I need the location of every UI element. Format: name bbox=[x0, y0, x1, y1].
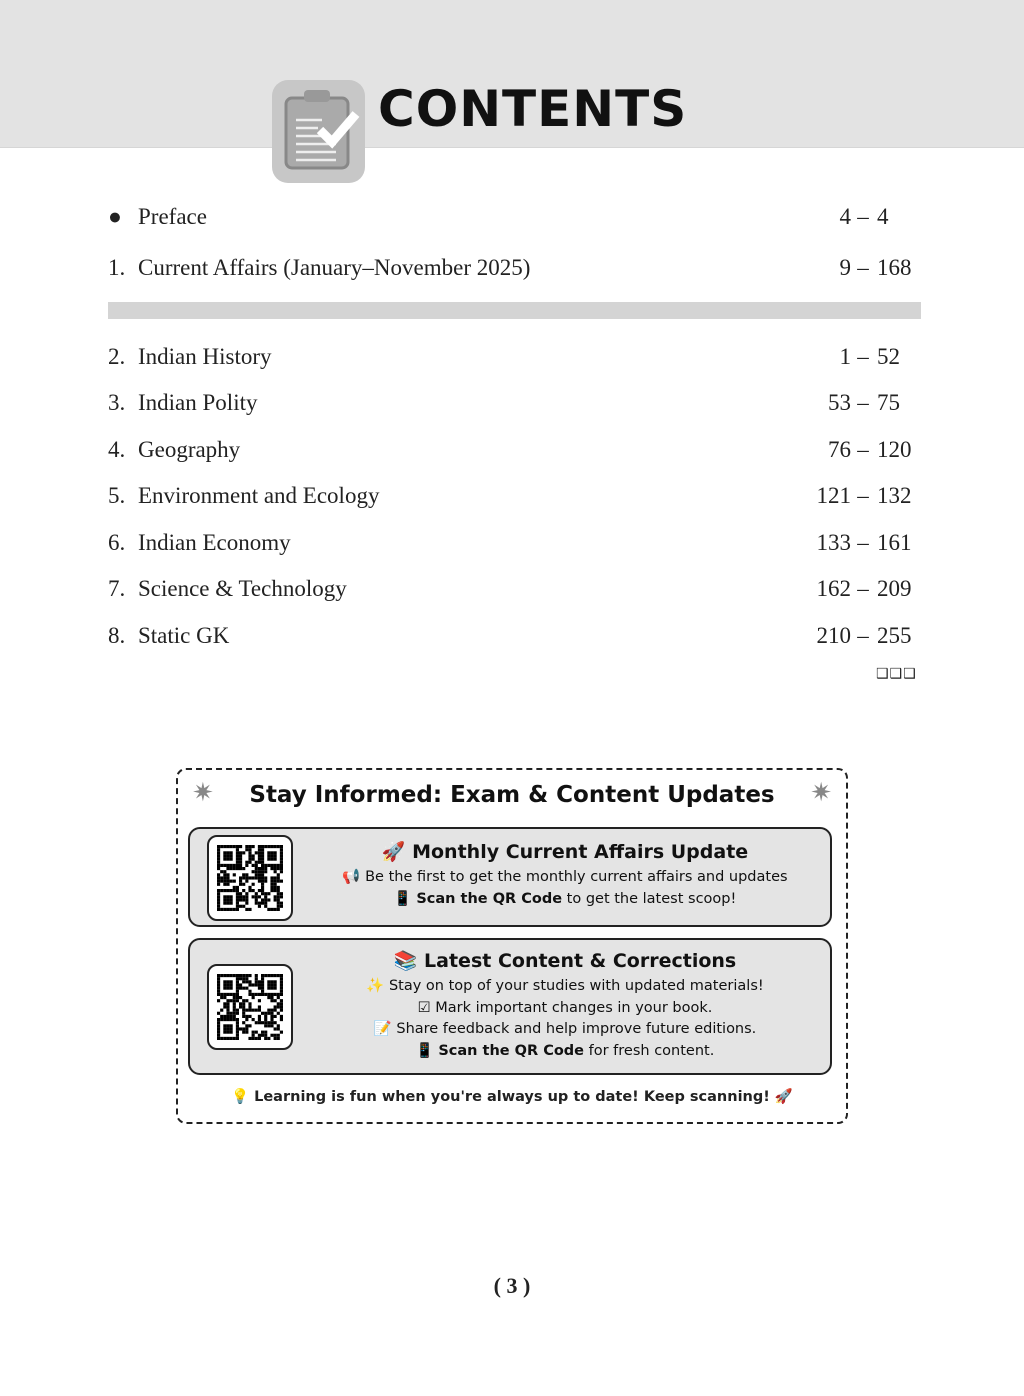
toc-entry[interactable] bbox=[108, 388, 921, 418]
entry-title: Static GK bbox=[138, 623, 230, 648]
entry-title: Science & Technology bbox=[138, 576, 347, 601]
entry-number: 1. bbox=[108, 255, 126, 280]
entry-title: Indian Economy bbox=[138, 530, 291, 555]
checkbox-icon: ☑ bbox=[417, 999, 436, 1016]
entry-number: 6. bbox=[108, 530, 126, 555]
page-end: 161 bbox=[877, 530, 912, 555]
entry-pages bbox=[781, 483, 921, 509]
books-icon: 📚 bbox=[393, 950, 425, 972]
phone-icon: 📱 bbox=[415, 1042, 439, 1059]
entry-pages bbox=[781, 255, 921, 281]
page-end: 4 bbox=[877, 204, 889, 229]
entry-number: 4. bbox=[108, 437, 126, 462]
entry-number: 3. bbox=[108, 390, 126, 415]
page-start: 121 bbox=[816, 483, 851, 508]
page-start: 1 bbox=[839, 344, 851, 369]
megaphone-icon: 📢 bbox=[342, 869, 366, 885]
entry-pages bbox=[781, 390, 921, 416]
page-end: 52 bbox=[877, 344, 900, 369]
page-number: ( 3 ) bbox=[493, 1273, 531, 1298]
end-mark: ❑❑❑ bbox=[876, 666, 917, 682]
page-dash: – bbox=[857, 437, 869, 462]
toc-entry[interactable] bbox=[108, 481, 921, 511]
page-dash: – bbox=[857, 344, 869, 369]
scan-label: Scan the QR Code bbox=[416, 890, 563, 907]
monthly-panel bbox=[188, 827, 832, 927]
entry-number: 5. bbox=[108, 483, 126, 508]
entry-title: Geography bbox=[138, 437, 241, 462]
toc-entry[interactable] bbox=[108, 435, 921, 465]
page-end: 132 bbox=[877, 483, 912, 508]
rocket-icon: 🚀 bbox=[769, 1089, 793, 1105]
page-start: 53 bbox=[828, 390, 851, 415]
page-end: 120 bbox=[877, 437, 912, 462]
page-start: 76 bbox=[828, 437, 851, 462]
entry-pages bbox=[781, 623, 921, 649]
page-dash: – bbox=[857, 390, 869, 415]
toc-entry[interactable] bbox=[108, 342, 921, 372]
page-dash: – bbox=[857, 255, 869, 280]
entry-title: Preface bbox=[138, 204, 207, 229]
party-popper-icon: ✷ bbox=[192, 778, 214, 808]
phone-icon: 📱 bbox=[393, 890, 417, 907]
party-popper-icon: ✷ bbox=[810, 778, 832, 808]
latest-line: Mark important changes in your book. bbox=[435, 999, 713, 1016]
updates-footer: Learning is fun when you're always up to date! Keep scanning! bbox=[254, 1089, 770, 1105]
scan-text: for fresh content. bbox=[584, 1042, 715, 1059]
scan-label: Scan the QR Code bbox=[438, 1042, 585, 1059]
entry-number: 2. bbox=[108, 344, 126, 369]
latest-heading: Latest Content & Corrections bbox=[424, 950, 737, 972]
page-dash: – bbox=[857, 623, 869, 648]
entry-title: Environment and Ecology bbox=[138, 483, 380, 508]
page-dash: – bbox=[857, 530, 869, 555]
entry-title: Indian Polity bbox=[138, 390, 258, 415]
page-end: 168 bbox=[877, 255, 912, 280]
page-title: CONTENTS bbox=[378, 80, 688, 138]
page-end: 75 bbox=[877, 390, 900, 415]
section-divider bbox=[108, 302, 921, 319]
entry-pages bbox=[781, 437, 921, 463]
toc-entry[interactable] bbox=[108, 621, 921, 651]
page-dash: – bbox=[857, 483, 869, 508]
entry-title: Current Affairs (January–November 2025) bbox=[138, 255, 531, 280]
updates-box bbox=[176, 768, 848, 1124]
entry-pages bbox=[781, 576, 921, 602]
latest-line: Share feedback and help improve future editions. bbox=[396, 1021, 757, 1037]
updates-title: Stay Informed: Exam & Content Updates bbox=[249, 782, 775, 808]
latest-panel bbox=[188, 938, 832, 1075]
page-start: 210 bbox=[816, 623, 851, 648]
toc-entry[interactable] bbox=[108, 528, 921, 558]
monthly-heading: Monthly Current Affairs Update bbox=[412, 841, 749, 863]
page-end: 209 bbox=[877, 576, 912, 601]
entry-pages bbox=[781, 204, 921, 230]
monthly-line: Be the first to get the monthly current affairs and updates bbox=[365, 869, 788, 885]
page-dash: – bbox=[857, 576, 869, 601]
page-start: 162 bbox=[816, 576, 851, 601]
page-end: 255 bbox=[877, 623, 912, 648]
toc-entry[interactable] bbox=[108, 253, 921, 283]
qr-code[interactable] bbox=[207, 835, 293, 921]
toc-entry[interactable] bbox=[108, 202, 921, 232]
qr-code[interactable] bbox=[207, 964, 293, 1050]
rocket-icon: 🚀 bbox=[381, 841, 413, 863]
page-start: 9 bbox=[839, 255, 851, 280]
sparkles-icon: ✨ bbox=[366, 978, 389, 994]
page-start: 133 bbox=[816, 530, 851, 555]
latest-line: Stay on top of your studies with updated materials! bbox=[388, 978, 764, 994]
entry-number: 7. bbox=[108, 576, 126, 601]
page-start: 4 bbox=[839, 204, 851, 229]
entry-number: ● bbox=[108, 204, 122, 229]
entry-number: 8. bbox=[108, 623, 126, 648]
entry-pages bbox=[781, 344, 921, 370]
entry-title: Indian History bbox=[138, 344, 272, 369]
lightbulb-icon: 💡 bbox=[231, 1089, 255, 1105]
memo-icon: 📝 bbox=[373, 1021, 397, 1037]
entry-pages bbox=[781, 530, 921, 556]
clipboard-check-icon bbox=[272, 80, 365, 183]
scan-text: to get the latest scoop! bbox=[562, 890, 737, 907]
page-dash: – bbox=[857, 204, 869, 229]
toc-entry[interactable] bbox=[108, 574, 921, 604]
